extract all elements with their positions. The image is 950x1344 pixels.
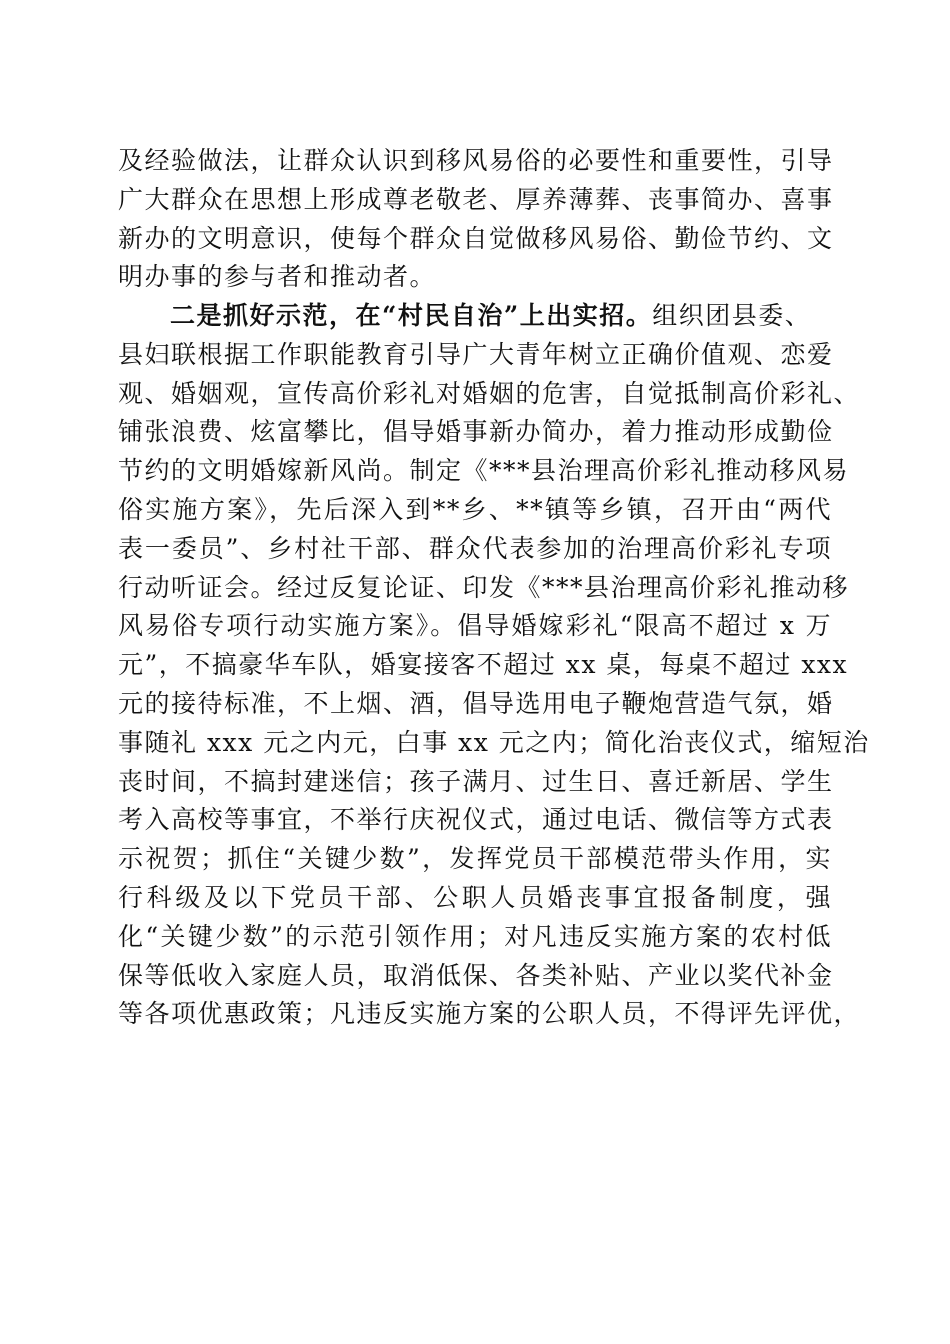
text-line: 丧时间，不搞封建迷信；孩子满月、过生日、喜迁新居、学生 [118,766,834,796]
paragraph-first-line [118,297,832,336]
text-line: 等各项优惠政策；凡违反实施方案的公职人员，不得评先评优， [118,999,861,1029]
heading-trailing-text: 组织团县委、 [652,301,812,330]
text-line: 行科级及以下党员干部、公职人员婚丧事宜报备制度，强 [118,882,832,912]
text-line: 元的接待标准，不上烟、酒，倡导选用电子鞭炮营造气氛，婚 [118,688,834,718]
text-line: 示祝贺；抓住“关键少数”，发挥党员干部模范带头作用，实 [118,844,832,874]
text-line: 元”，不搞豪华车队，婚宴接客不超过 xx 桌，每桌不超过 xxx [118,650,849,680]
text-line: 及经验做法，让群众认识到移风易俗的必要性和重要性，引导 [118,146,834,175]
text-line: 考入高校等事宜，不举行庆祝仪式，通过电话、微信等方式表 [118,805,834,835]
text-line: 观、婚姻观，宣传高价彩礼对婚姻的危害，自觉抵制高价彩礼、 [118,378,861,408]
text-line: 铺张浪费、炫富攀比，倡导婚事新办简办，着力推动形成勤俭 [118,417,834,447]
text-line: 化“关键少数”的示范引领作用；对凡违反实施方案的农村低 [118,921,832,951]
text-line: 县妇联根据工作职能教育引导广大青年树立正确价值观、恋爱 [118,339,834,369]
text-line: 表一委员”、乡村社干部、群众代表参加的治理高价彩礼专项 [118,533,832,563]
text-line: 保等低收入家庭人员，取消低保、各类补贴、产业以奖代补金 [118,960,834,990]
text-line: 俗实施方案》，先后深入到**乡、**镇等乡镇，召开由“两代 [118,494,832,524]
text-line: 新办的文明意识，使每个群众自觉做移风易俗、勤俭节约、文 [118,223,834,253]
text-line: 节约的文明婚嫁新风尚。制定《***县治理高价彩礼推动移风易 [118,456,850,486]
paragraph-demonstration [118,297,870,1034]
text-line: 广大群众在思想上形成尊老敬老、厚养薄葬、丧事简办、喜事 [118,184,834,214]
text-line: 明办事的参与者和推动者。 [118,262,437,292]
paragraph-continuation [118,142,832,297]
text-line: 风易俗专项行动实施方案》。倡导婚嫁彩礼“限高不超过 x 万 [118,611,832,641]
text-line: 事随礼 xxx 元之内元，白事 xx 元之内；简化治丧仪式，缩短治 [118,727,870,757]
text-line: 行动听证会。经过反复论证、印发《***县治理高价彩礼推动移 [118,572,850,602]
paragraph-heading: 二是抓好示范，在“村民自治”上出实招。 [170,301,653,330]
